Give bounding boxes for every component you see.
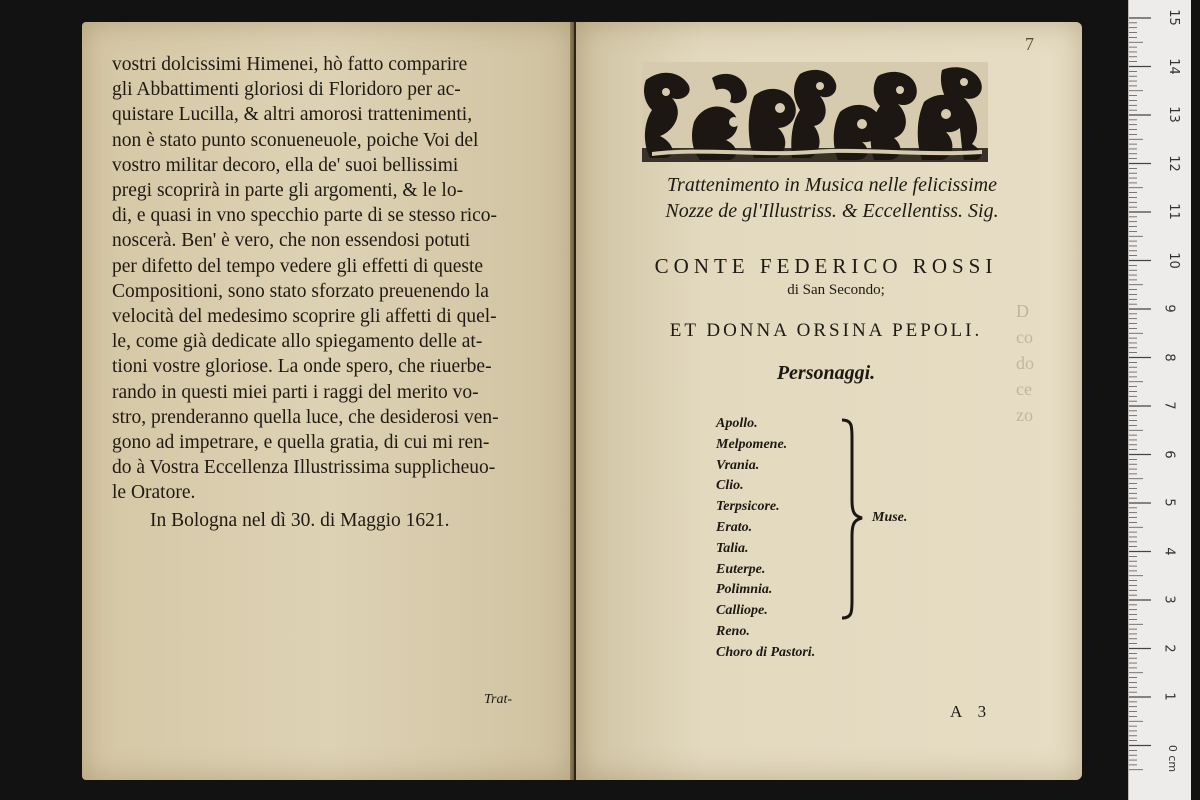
groom-name: CONTE FEDERICO ROSSI — [654, 254, 998, 278]
heading-line-2: Nozze de gl'Illustriss. & Eccellentiss. Sig. — [665, 200, 999, 222]
character-item: Polimnia. — [716, 582, 773, 598]
character-item: Vrania. — [716, 457, 760, 473]
ruler-number: 8 — [1161, 352, 1177, 362]
text-line: do à Vostra Eccellenza Illustrissima supplicheuo- — [112, 457, 496, 479]
ruler-number: 14 — [1165, 57, 1181, 75]
ruler-number: 11 — [1165, 203, 1181, 220]
ruler-number: 13 — [1165, 106, 1181, 123]
ruler-number: 7 — [1161, 401, 1177, 410]
ruler-number: 3 — [1161, 595, 1177, 604]
open-book — [82, 22, 1082, 780]
muse-label: Muse. — [872, 510, 908, 525]
show-through-text: D co do ce zo — [1016, 301, 1034, 425]
text-line: stro, prenderanno quella luce, che desiderosi ven- — [112, 406, 499, 428]
text-line: tioni vostre gloriose. La onde spero, che riuerbe- — [112, 356, 492, 378]
character-item: Euterpe. — [716, 561, 766, 577]
ruler-number: 2 — [1161, 643, 1177, 653]
text-line: vostro militar decoro, ella de' suoi bellissimi — [112, 154, 459, 176]
character-list — [716, 414, 815, 664]
text-line: noscerà. Ben' è vero, che non essendosi potuti — [112, 230, 471, 252]
character-item: Apollo. — [716, 416, 758, 431]
character-item: Reno. — [716, 623, 750, 639]
groom-subtitle: di San Secondo; — [787, 282, 885, 298]
character-item: Calliope. — [716, 603, 768, 619]
ruler-number: 6 — [1161, 449, 1177, 459]
text-line: gono ad impetrare, e quella gratia, di cui mi ren- — [112, 432, 490, 454]
left-page — [82, 22, 574, 780]
text-line: quistare Lucilla, & altri amorosi trattenimenti, — [112, 104, 473, 126]
text-line: gli Abbattimenti gloriosi di Floridoro per ac- — [112, 79, 461, 101]
title-heading — [612, 172, 1052, 224]
character-item: Talia. — [716, 540, 749, 556]
signature-mark: A 3 — [950, 702, 993, 721]
bride-name: ET DONNA ORSINA PEPOLI. — [669, 320, 983, 341]
character-item: Melpomene. — [716, 436, 788, 452]
right-page — [576, 22, 1082, 780]
ruler-ticks — [1129, 0, 1191, 800]
text-line: non è stato punto sconueneuole, poiche Voi del — [112, 129, 479, 151]
character-item: Clio. — [716, 478, 744, 494]
dedication-text — [112, 52, 552, 533]
text-line: vostri dolcissimi Himenei, hò fatto comparire — [112, 54, 468, 75]
text-line: pregi scoprirà in parte gli argomenti, & le lo- — [112, 180, 464, 202]
text-line: per difetto del tempo vedere gli effetti di queste — [112, 255, 484, 277]
text-line: Compositioni, sono stato sforzato preuenendo la — [112, 280, 489, 302]
woodcut-ornament — [642, 62, 988, 162]
ruler-number: 9 — [1161, 304, 1177, 313]
text-line: rando in questi miei parti i raggi del merito vo- — [112, 381, 479, 403]
page-number: 7 — [1025, 34, 1034, 54]
character-item: Terpsicore. — [716, 499, 780, 515]
text-line: di, e quasi in vno specchio parte di se stesso rico- — [112, 205, 498, 227]
brace-icon — [838, 414, 868, 624]
text-line: le Oratore. — [112, 482, 196, 504]
heading-line-1: Trattenimento in Musica nelle felicissime — [667, 174, 997, 196]
ruler-number: 10 — [1165, 251, 1181, 269]
dateline: In Bologna nel dì 30. di Maggio 1621. — [150, 509, 450, 531]
character-item: Choro di Pastori. — [716, 644, 816, 660]
text-line: velocità del medesimo scoprire gli affetti di quel- — [112, 306, 497, 328]
ruler-number: 15 — [1165, 9, 1181, 26]
text-line: le, come già dedicate allo spiegamento delle at- — [112, 331, 483, 353]
ruler-number: 4 — [1161, 546, 1177, 556]
ruler-number: 12 — [1165, 154, 1181, 172]
ruler-number: 5 — [1161, 498, 1177, 507]
catchword: Trat- — [484, 692, 513, 707]
personaggi-heading: Personaggi. — [776, 362, 876, 384]
ruler-number: 1 — [1161, 692, 1177, 701]
ruler-unit-label: 0 cm — [1166, 744, 1180, 773]
measurement-ruler — [1128, 0, 1191, 800]
character-item: Erato. — [716, 519, 753, 535]
